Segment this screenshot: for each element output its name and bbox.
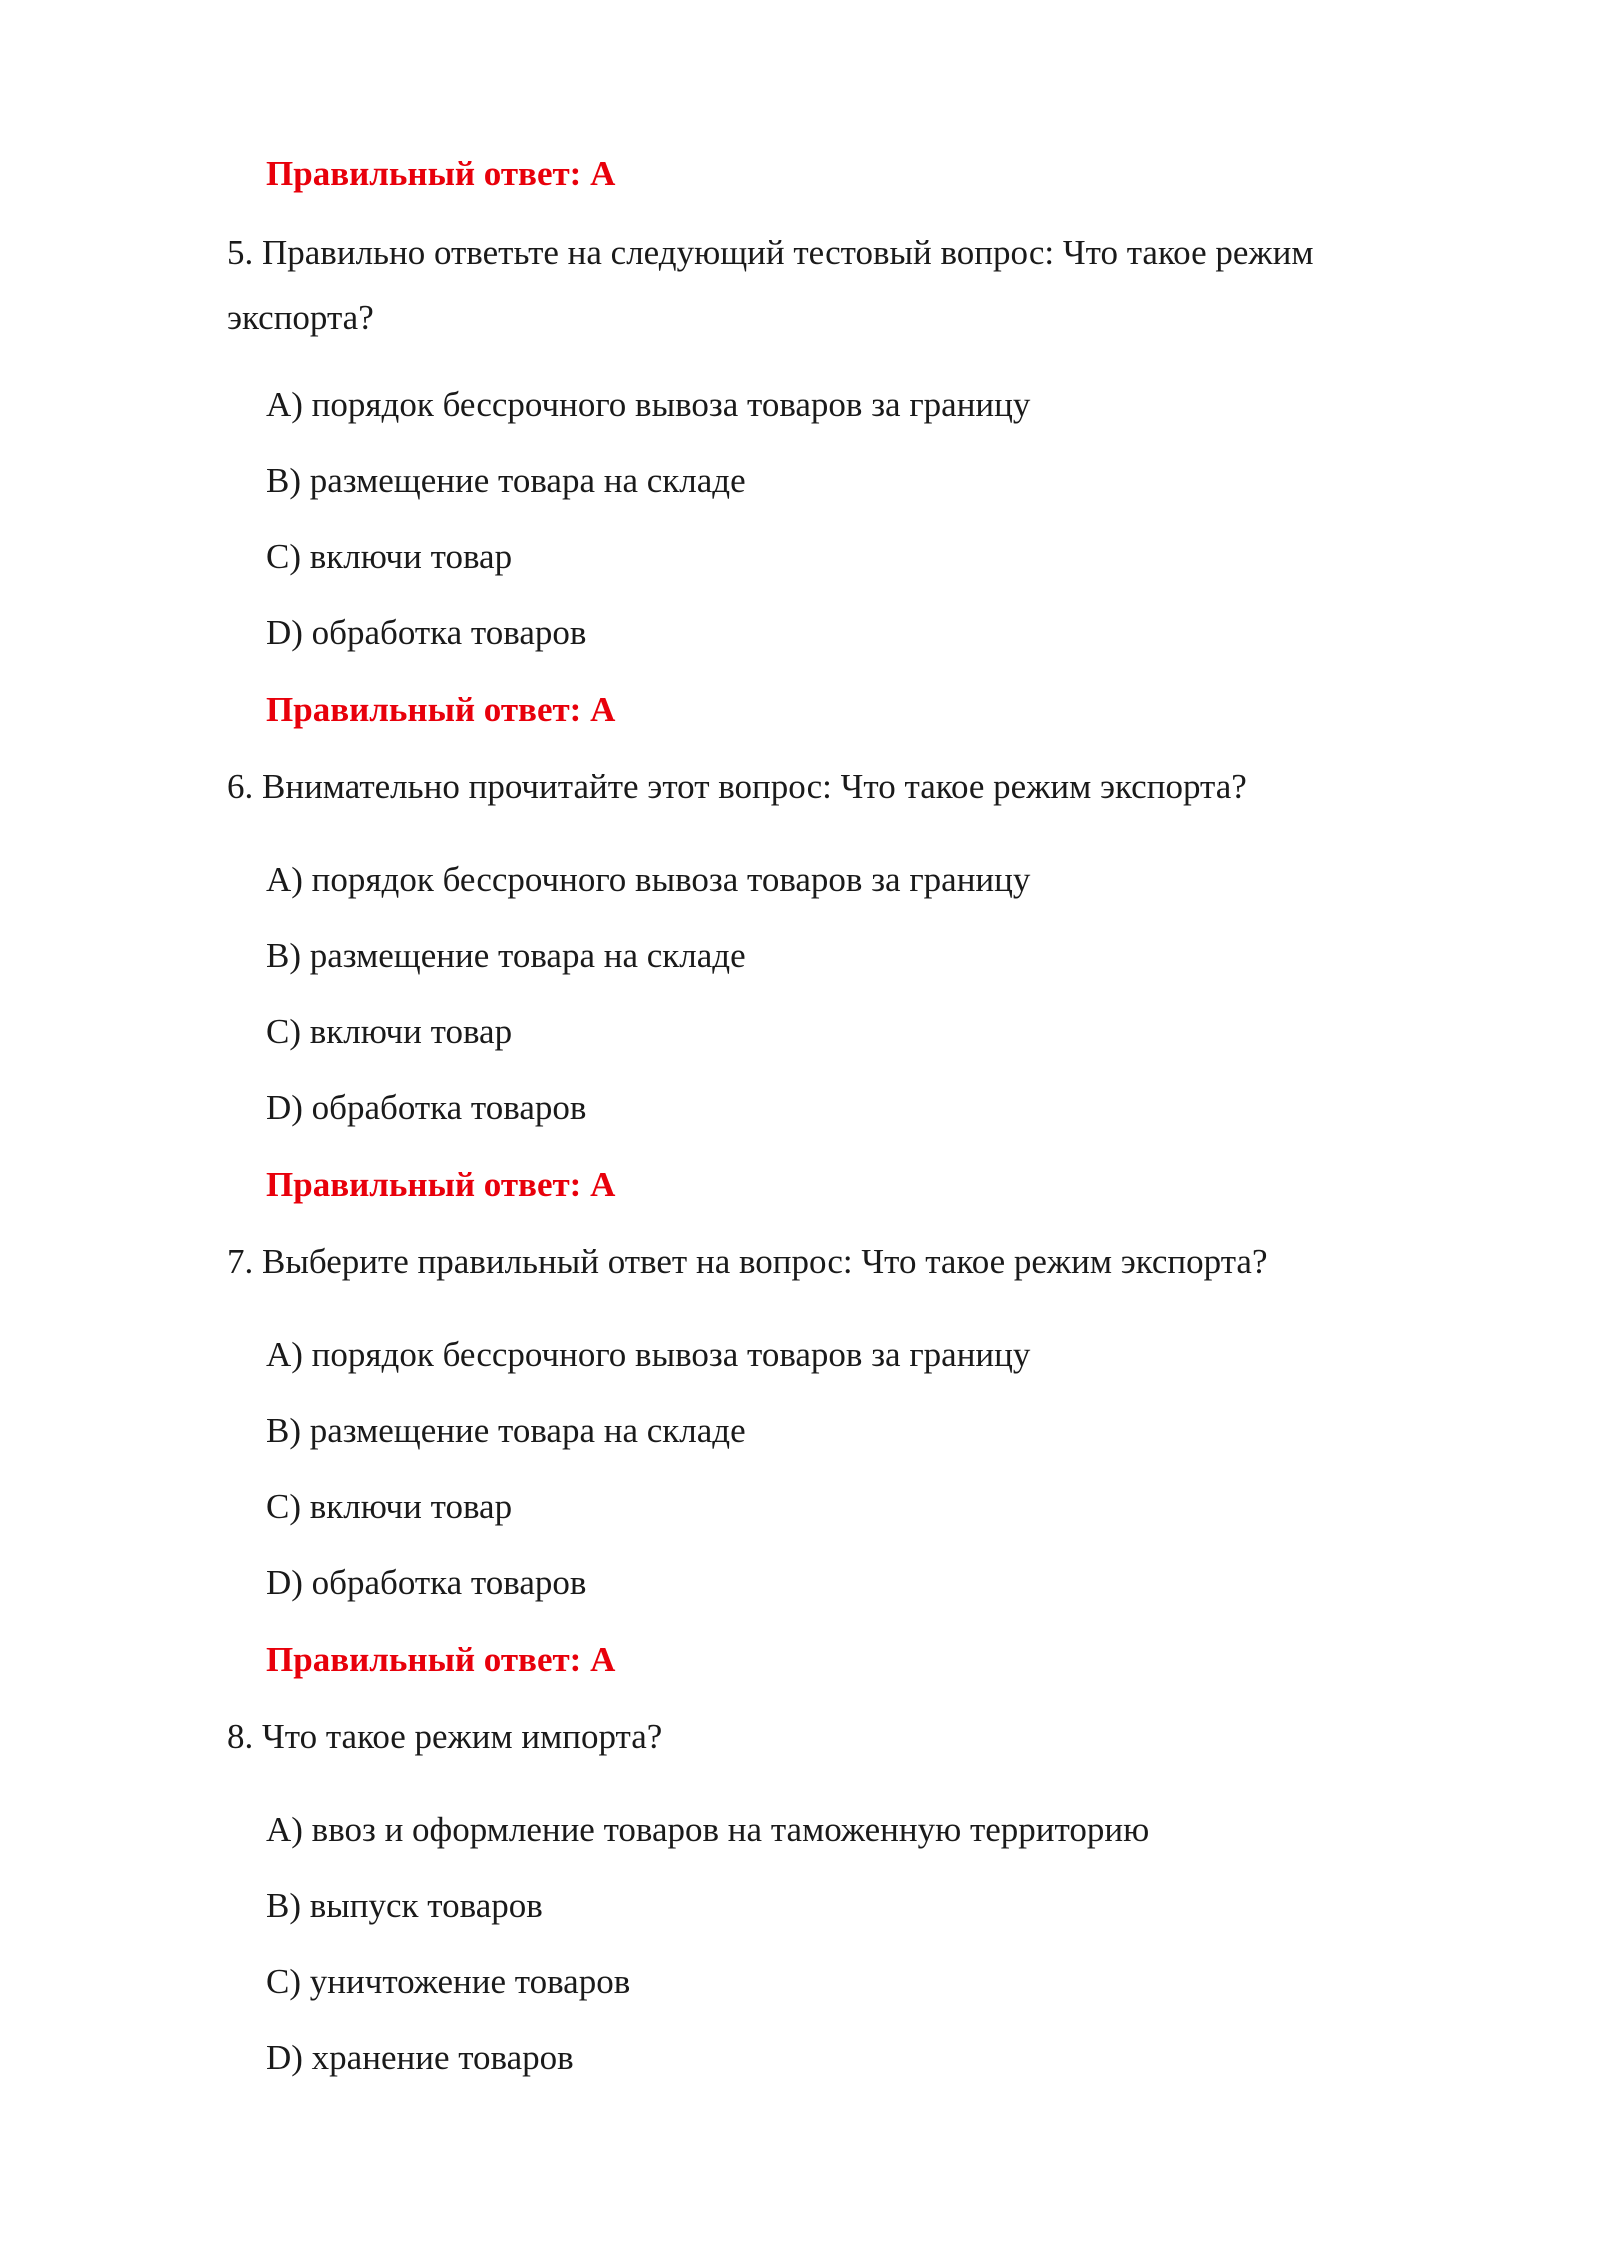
question-7-option-d: D) обработка товаров xyxy=(266,1563,587,1602)
question-7-correct-answer: Правильный ответ: А xyxy=(266,1640,616,1679)
question-5-text: 5. Правильно ответьте на следующий тестовый вопрос: Что такое режим экспорта? xyxy=(227,233,1314,337)
question-7-option-a: A) порядок бессрочного вывоза товаров за границу xyxy=(266,1335,1031,1374)
question-7-option-c: C) включи товар xyxy=(266,1487,513,1526)
question-5-option-d: D) обработка товаров xyxy=(266,613,587,652)
question-5-option-a: A) порядок бессрочного вывоза товаров за границу xyxy=(266,385,1031,424)
correct-answer-label: Правильный ответ: А xyxy=(266,154,616,193)
question-8-option-c: C) уничтожение товаров xyxy=(266,1962,631,2001)
question-7-text: 7. Выберите правильный ответ на вопрос: Что такое режим экспорта? xyxy=(227,1242,1268,1281)
question-8-option-b: B) выпуск товаров xyxy=(266,1886,543,1925)
question-8-option-a: A) ввоз и оформление товаров на таможенную территорию xyxy=(266,1810,1150,1849)
question-7-option-b: B) размещение товара на складе xyxy=(266,1411,746,1450)
question-5-option-b: B) размещение товара на складе xyxy=(266,461,746,500)
question-6-option-d: D) обработка товаров xyxy=(266,1088,587,1127)
question-6-option-c: C) включи товар xyxy=(266,1012,513,1051)
question-8-option-d: D) хранение товаров xyxy=(266,2038,574,2077)
question-5-correct-answer: Правильный ответ: А xyxy=(266,690,616,729)
question-6-option-b: B) размещение товара на складе xyxy=(266,936,746,975)
question-6-correct-answer: Правильный ответ: А xyxy=(266,1165,616,1204)
question-6-text: 6. Внимательно прочитайте этот вопрос: Что такое режим экспорта? xyxy=(227,767,1247,806)
question-6-option-a: A) порядок бессрочного вывоза товаров за границу xyxy=(266,860,1031,899)
question-5-option-c: C) включи товар xyxy=(266,537,513,576)
question-8-text: 8. Что такое режим импорта? xyxy=(227,1717,663,1756)
